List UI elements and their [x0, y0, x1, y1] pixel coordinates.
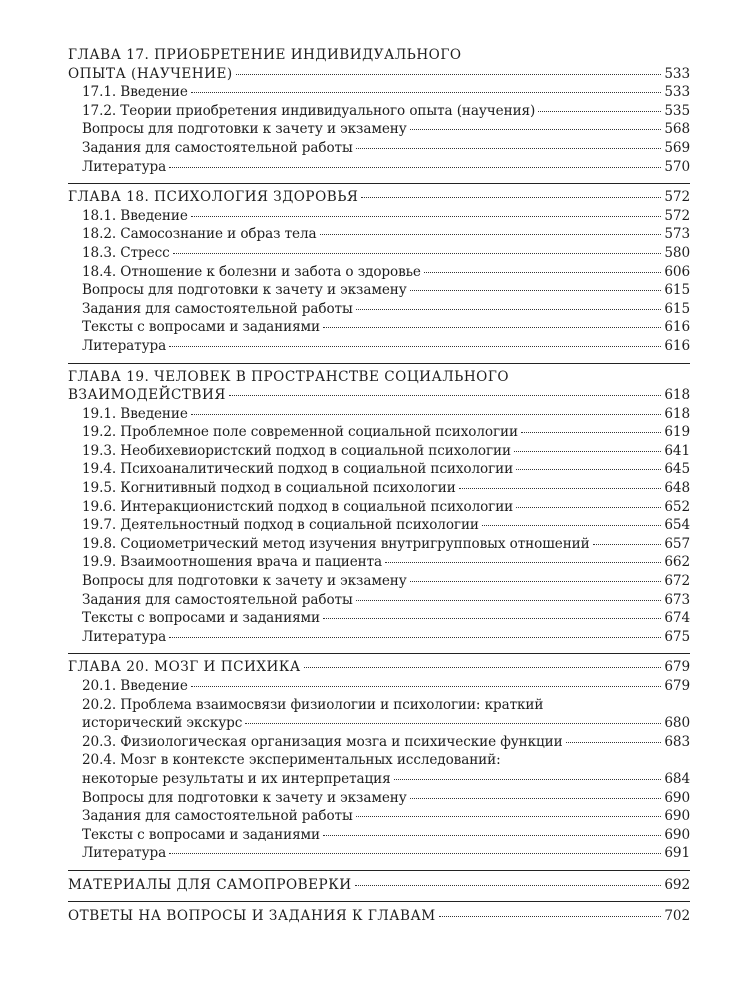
entry-label: 19.7. Деятельностный подход в социальной психологии: [82, 517, 479, 534]
page-number: 533: [664, 65, 690, 82]
dot-leader: [439, 916, 662, 917]
entry-label: 18.4. Отношение к болезни и забота о здоровье: [82, 263, 421, 280]
section-title: МАТЕРИАЛЫ ДЛЯ САМОПРОВЕРКИ: [68, 876, 352, 893]
toc-entry[interactable]: [68, 677, 690, 696]
entry-label: Литература: [82, 337, 167, 354]
toc-entry[interactable]: [68, 300, 690, 319]
toc-entry: [68, 714, 690, 733]
chapter-18: [68, 183, 690, 355]
toc-entry[interactable]: [68, 158, 690, 177]
dot-leader: [424, 272, 661, 273]
dot-leader: [169, 167, 661, 168]
section-answers: [68, 901, 690, 926]
dot-leader: [516, 469, 661, 470]
toc-entry[interactable]: [68, 318, 690, 337]
entry-label-line: некоторые результаты и их интерпретация: [82, 770, 391, 787]
chapter-20: [68, 653, 690, 863]
chapter-17: [68, 46, 690, 176]
dot-leader: [191, 92, 662, 93]
entry-label: 19.9. Взаимоотношения врача и пациента: [82, 554, 383, 571]
toc-entry[interactable]: [68, 591, 690, 610]
entry-label: Вопросы для подготовки к зачету и экзамену: [82, 121, 407, 138]
dot-leader: [173, 253, 662, 254]
dot-leader: [566, 742, 662, 743]
toc-entry[interactable]: [68, 609, 690, 628]
page-number: 568: [664, 121, 690, 138]
toc-entry[interactable]: [68, 572, 690, 591]
entry-label-line: 20.4. Мозг в контексте экспериментальных исследований:: [82, 752, 501, 769]
entry-label-line: 20.2. Проблема взаимосвязи физиологии и психологии: краткий: [82, 696, 544, 713]
dot-leader: [356, 148, 662, 149]
dot-leader: [593, 544, 662, 545]
page-number: 648: [664, 480, 690, 497]
toc-entry[interactable]: [68, 733, 690, 752]
page-number: 691: [664, 845, 690, 862]
entry-label: Задания для самостоятельной работы: [82, 808, 353, 825]
dot-leader: [356, 600, 662, 601]
toc-entry[interactable]: [68, 460, 690, 479]
page-number: 572: [664, 207, 690, 224]
dot-leader: [191, 414, 662, 415]
toc-entry[interactable]: [68, 207, 690, 226]
page-number: 569: [664, 139, 690, 156]
dot-leader: [229, 395, 662, 396]
chapter-title: ГЛАВА 20. МОЗГ И ПСИХИКА: [68, 659, 301, 676]
toc-entry[interactable]: [68, 844, 690, 863]
page-number: 606: [664, 263, 690, 280]
chapter-title-line: ГЛАВА 19. ЧЕЛОВЕК В ПРОСТРАНСТВЕ СОЦИАЛЬНОГО: [68, 368, 509, 385]
entry-label: Литература: [82, 158, 167, 175]
toc-entry[interactable]: [68, 423, 690, 442]
dot-leader: [169, 637, 661, 638]
dot-leader: [169, 853, 661, 854]
dot-leader: [482, 525, 661, 526]
entry-label-line: исторический экскурс: [82, 715, 243, 732]
section-heading-row[interactable]: [68, 907, 690, 926]
page-number: 674: [664, 610, 690, 627]
page-number: 572: [664, 189, 690, 206]
page-number: 533: [664, 84, 690, 101]
toc-entry[interactable]: [68, 479, 690, 498]
entry-label: 19.1. Введение: [82, 405, 188, 422]
toc-entry[interactable]: [68, 120, 690, 139]
page-number: 675: [664, 628, 690, 645]
chapter-title-line: ГЛАВА 17. ПРИОБРЕТЕНИЕ ИНДИВИДУАЛЬНОГО: [68, 47, 462, 63]
page-number: 672: [664, 573, 690, 590]
dot-leader: [394, 779, 662, 780]
dot-leader: [323, 618, 661, 619]
page-number: 573: [664, 226, 690, 243]
dot-leader: [169, 346, 661, 347]
entry-label: Литература: [82, 845, 167, 862]
chapter-title-line: ОПЫТА (НАУЧЕНИЕ): [68, 65, 233, 82]
entry-label: 18.3. Стресс: [82, 244, 170, 261]
toc-entry[interactable]: [68, 405, 690, 424]
toc-entry[interactable]: [68, 807, 690, 826]
page-number: 645: [664, 461, 690, 478]
page-number: 618: [664, 387, 690, 404]
entry-label: 20.1. Введение: [82, 678, 188, 694]
dot-leader: [356, 816, 662, 817]
entry-label: 18.2. Самосознание и образ тела: [82, 226, 317, 243]
page-number: 690: [664, 808, 690, 825]
chapter-19: [68, 363, 690, 647]
entry-label: 17.2. Теории приобретения индивидуального опыта (научения): [82, 102, 536, 119]
dot-leader: [361, 197, 661, 198]
page-number: 662: [664, 554, 690, 571]
toc-entry[interactable]: [68, 263, 690, 282]
section-title: ОТВЕТЫ НА ВОПРОСЫ И ЗАДАНИЯ К ГЛАВАМ: [68, 907, 436, 924]
entry-label: 19.8. Социометрический метод изучения внутригрупповых отношений: [82, 535, 590, 552]
dot-leader: [323, 835, 661, 836]
page-number: 673: [664, 591, 690, 608]
toc-entry[interactable]: [68, 826, 690, 845]
toc-entry[interactable]: [68, 516, 690, 535]
dot-leader: [385, 562, 661, 563]
toc-entry[interactable]: [68, 337, 690, 356]
page-number: 652: [664, 498, 690, 515]
dot-leader: [521, 432, 661, 433]
toc-entry[interactable]: [68, 789, 690, 808]
page-number: 690: [664, 826, 690, 843]
entry-label: 19.4. Психоаналитический подход в социальной психологии: [82, 461, 514, 478]
page-number: 535: [664, 102, 690, 119]
toc-entry[interactable]: [68, 628, 690, 647]
entry-label: 19.6. Интеракционистский подход в социальной психологии: [82, 498, 514, 515]
entry-label: Тексты с вопросами и заданиями: [82, 826, 320, 843]
toc-entry[interactable]: [68, 83, 690, 102]
page-number: 616: [664, 319, 690, 336]
page-number: 683: [664, 733, 690, 750]
chapter-heading-row[interactable]: [68, 188, 690, 207]
entry-label: 17.1. Введение: [82, 84, 188, 101]
toc-entry[interactable]: [68, 281, 690, 300]
entry-label: Задания для самостоятельной работы: [82, 139, 353, 156]
toc-entry[interactable]: [68, 498, 690, 517]
entry-label: Тексты с вопросами и заданиями: [82, 610, 320, 627]
dot-leader: [245, 723, 661, 724]
page-number: 679: [664, 678, 690, 694]
dot-leader: [191, 216, 662, 217]
dot-leader: [538, 111, 661, 112]
dot-leader: [410, 290, 662, 291]
entry-label: Задания для самостоятельной работы: [82, 300, 353, 317]
toc-entry[interactable]: [68, 442, 690, 461]
toc-entry[interactable]: [68, 553, 690, 572]
page-number: 615: [664, 282, 690, 299]
entry-label: 18.1. Введение: [82, 207, 188, 224]
dot-leader: [516, 507, 661, 508]
toc-entry[interactable]: [68, 102, 690, 121]
dot-leader: [410, 798, 662, 799]
dot-leader: [320, 234, 662, 235]
toc-entry-multiline[interactable]: [68, 751, 690, 788]
chapter-title-line: ВЗАИМОДЕЙСТВИЯ: [68, 387, 226, 404]
dot-leader: [356, 309, 662, 310]
page-number: 580: [664, 244, 690, 261]
dot-leader: [410, 129, 662, 130]
dot-leader: [191, 686, 662, 687]
page-number: 702: [664, 907, 690, 924]
page-number: 641: [664, 442, 690, 459]
dot-leader: [459, 488, 662, 489]
dot-leader: [355, 885, 662, 886]
entry-label: 19.3. Необихевиористский подход в социальной психологии: [82, 442, 511, 459]
page-number: 654: [664, 517, 690, 534]
chapter-title: ГЛАВА 18. ПСИХОЛОГИЯ ЗДОРОВЬЯ: [68, 189, 359, 206]
page-number: 680: [664, 715, 690, 732]
entry-label: 19.2. Проблемное поле современной социальной психологии: [82, 424, 518, 441]
entry-label: Задания для самостоятельной работы: [82, 591, 353, 608]
section-heading-row[interactable]: [68, 876, 690, 895]
page-number: 615: [664, 300, 690, 317]
page-number: 692: [664, 876, 690, 893]
toc-entry-multiline[interactable]: [68, 696, 690, 733]
entry-label: Тексты с вопросами и заданиями: [82, 319, 320, 336]
entry-label: Вопросы для подготовки к зачету и экзамену: [82, 282, 407, 299]
chapter-heading-row[interactable]: [68, 65, 690, 84]
page-number: 690: [664, 789, 690, 806]
toc-entry[interactable]: [68, 535, 690, 554]
page-number: 684: [664, 770, 690, 787]
entry-label: 19.5. Когнитивный подход в социальной психологии: [82, 480, 456, 497]
page-number: 618: [664, 405, 690, 422]
entry-label: Вопросы для подготовки к зачету и экзамену: [82, 573, 407, 590]
dot-leader: [304, 667, 662, 668]
page-number: 657: [664, 535, 690, 552]
chapter-heading-row[interactable]: [68, 386, 690, 405]
entry-label: Вопросы для подготовки к зачету и экзамену: [82, 789, 407, 806]
dot-leader: [410, 581, 662, 582]
dot-leader: [323, 327, 661, 328]
page-number: 679: [664, 659, 690, 676]
section-self-check: [68, 870, 690, 895]
page-number: 619: [664, 424, 690, 441]
entry-label: 20.3. Физиологическая организация мозга и психические функции: [82, 733, 563, 750]
dot-leader: [236, 74, 662, 75]
toc-entry[interactable]: [68, 244, 690, 263]
toc-entry[interactable]: [68, 139, 690, 158]
table-of-contents: [68, 46, 690, 931]
chapter-heading-row[interactable]: [68, 658, 690, 677]
toc-entry: [68, 770, 690, 789]
page-number: 616: [664, 337, 690, 354]
dot-leader: [514, 451, 661, 452]
toc-entry[interactable]: [68, 225, 690, 244]
page-number: 570: [664, 158, 690, 175]
entry-label: Литература: [82, 628, 167, 645]
